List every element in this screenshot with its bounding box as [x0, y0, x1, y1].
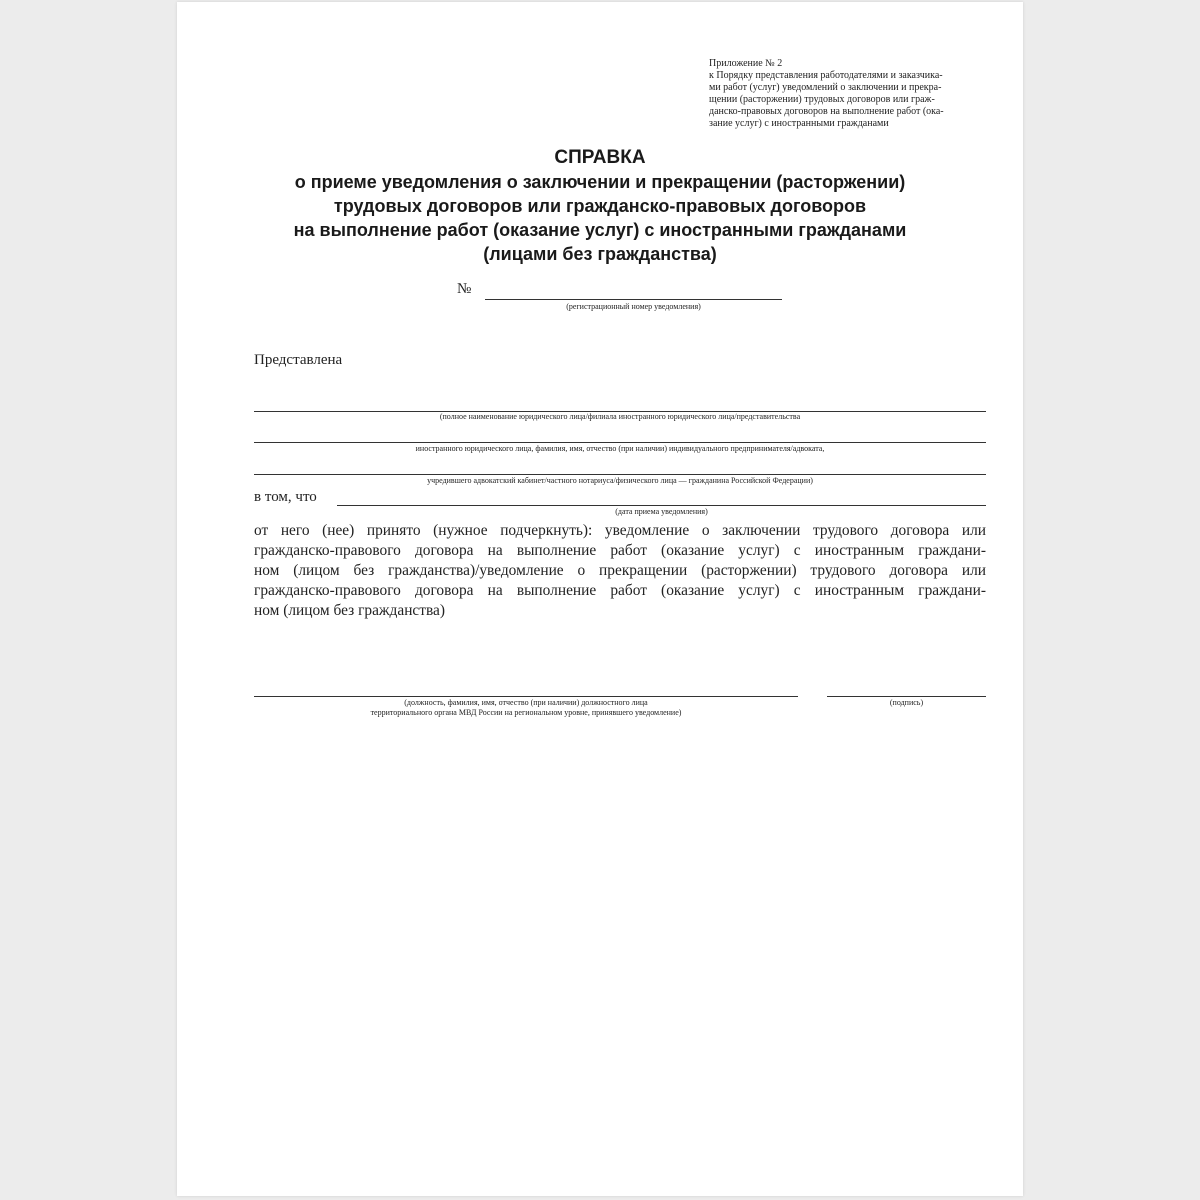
- body-line: гражданско-правового договора на выполнение работ (оказание услуг) с иностранным граждани-: [254, 582, 986, 599]
- appendix-line: зание услуг) с иностранными гражданами: [709, 118, 889, 129]
- date-label: в том, что: [254, 489, 317, 505]
- title-main: СПРАВКА: [554, 147, 646, 168]
- signature-caption: (подпись): [889, 698, 924, 707]
- official-field-line[interactable]: [254, 696, 798, 697]
- document-page: [177, 2, 1023, 1196]
- appendix-line: щении (расторжении) трудовых договоров или граж-: [709, 94, 935, 105]
- official-caption-2: территориального органа МВД России на региональном уровне, принявшего уведомление): [370, 708, 682, 717]
- number-field-line[interactable]: [485, 299, 782, 300]
- body-line: ном (лицом без гражданства)/уведомление о прекращении (расторжении) трудового договора или: [254, 562, 986, 579]
- official-caption-1: (должность, фамилия, имя, отчество (при наличии) должностного лица: [404, 698, 648, 707]
- body-line: от него (нее) принято (нужное подчеркнуть): уведомление о заключении трудового договора или: [254, 522, 986, 539]
- signature-field-line[interactable]: [827, 696, 986, 697]
- appendix-line: данско-правовых договоров на выполнение работ (ока-: [709, 106, 944, 117]
- title-line: (лицами без гражданства): [483, 244, 717, 264]
- submitted-caption-3: учредившего адвокатский кабинет/частного нотариуса/физического лица — гражданина Российской Федерации): [427, 476, 813, 485]
- appendix-line: ми работ (услуг) уведомлений о заключении и прекра-: [709, 82, 942, 93]
- appendix-note: [709, 58, 989, 130]
- submitted-label: Представлена: [254, 352, 343, 368]
- date-field-line[interactable]: [337, 505, 986, 506]
- submitted-field-line-3[interactable]: [254, 474, 986, 475]
- number-caption: (регистрационный номер уведомления): [566, 302, 701, 311]
- body-line: ном (лицом без гражданства): [254, 602, 446, 619]
- submitted-caption-2: иностранного юридического лица, фамилия, имя, отчество (при наличии) индивидуального предпринимателя/адвоката,: [415, 444, 825, 453]
- submitted-caption-1: (полное наименование юридического лица/филиала иностранного юридического лица/представительства: [439, 412, 801, 421]
- number-sign: №: [457, 281, 472, 297]
- title-line: трудовых договоров или гражданско-правовых договоров: [333, 196, 867, 216]
- document-title: [158, 146, 1042, 266]
- body-line: гражданско-правового договора на выполнение работ (оказание услуг) с иностранным граждани-: [254, 542, 986, 559]
- title-line: на выполнение работ (оказание услуг) с иностранными гражданами: [293, 220, 907, 240]
- body-text: [254, 521, 986, 621]
- title-line: о приеме уведомления о заключении и прекращении (расторжении): [294, 172, 906, 192]
- date-caption: (дата приема уведомления): [615, 507, 708, 516]
- submitted-field-line-2[interactable]: [254, 442, 986, 443]
- appendix-line: Приложение № 2: [709, 58, 783, 69]
- appendix-line: к Порядку представления работодателями и заказчика-: [709, 70, 943, 81]
